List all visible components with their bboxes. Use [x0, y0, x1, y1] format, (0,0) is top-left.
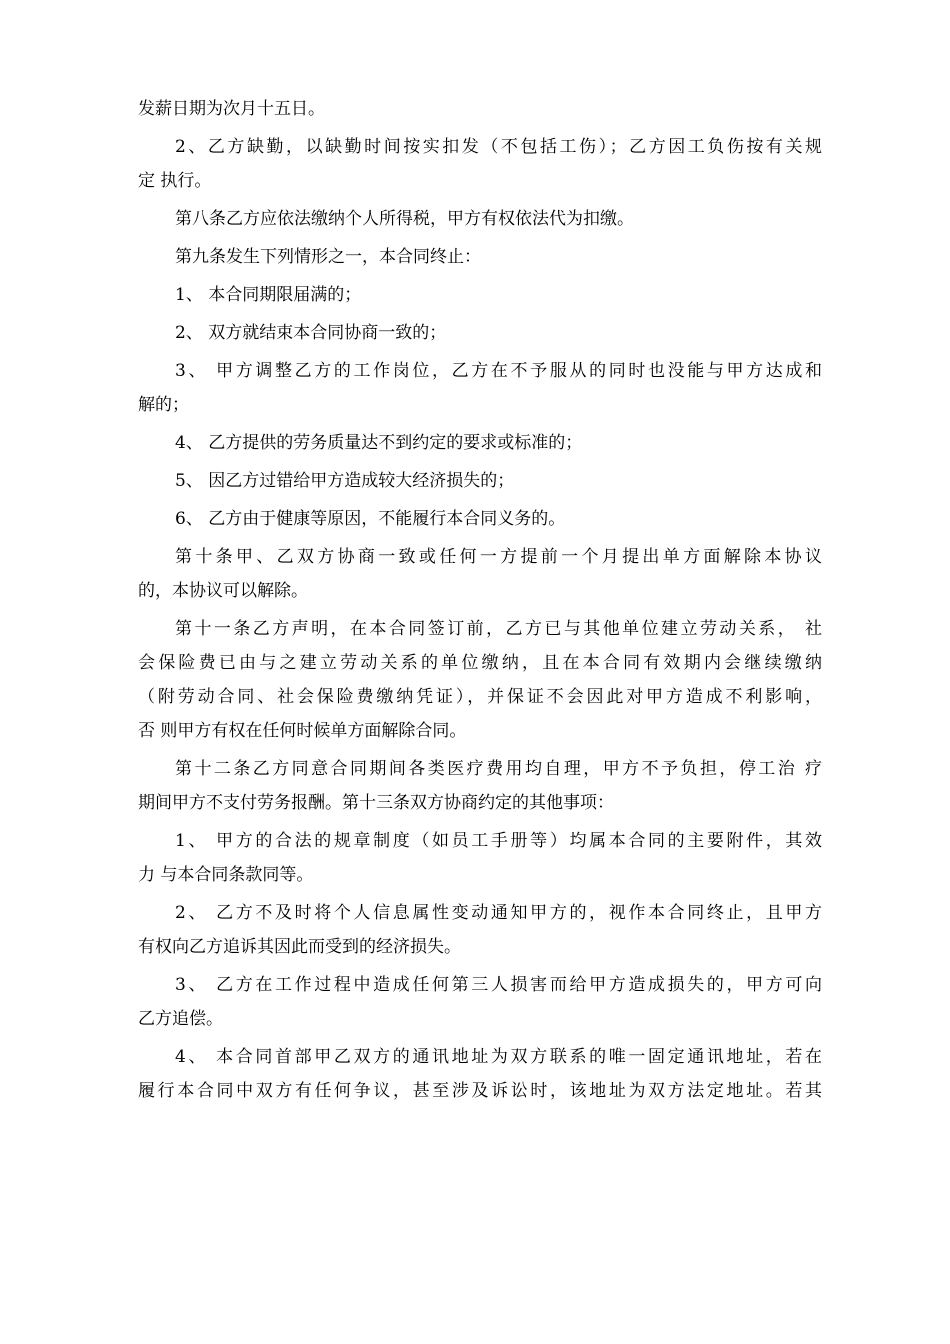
paragraph-line: 定 执行。 [138, 171, 212, 191]
list-item: 4、 本合同首部甲乙双方的通讯地址为双方联系的唯一固定通讯地址，若在 [175, 1047, 822, 1067]
paragraph-line: 的，本协议可以解除。 [138, 581, 308, 601]
list-item: 3、 乙方在工作过程中造成任何第三人损害而给甲方造成损失的，甲方可向 [175, 975, 822, 995]
paragraph-line: 发薪日期为次月十五日。 [138, 99, 325, 119]
paragraph-line: 第十条甲、乙双方协商一致或任何一方提前一个月提出单方面解除本协议 [175, 547, 822, 567]
paragraph-line: 会保险费已由与之建立劳动关系的单位缴纳，且在本合同有效期内会继续缴纳 [138, 653, 822, 673]
list-item: 2、 乙方不及时将个人信息属性变动通知甲方的，视作本合同终止，且甲方 [175, 903, 822, 923]
list-item: 2、 双方就结束本合同协商一致的； [175, 323, 447, 343]
list-item: 1、 甲方的合法的规章制度（如员工手册等）均属本合同的主要附件，其效 [175, 831, 822, 851]
paragraph-line: 否 则甲方有权在任何时候单方面解除合同。 [138, 721, 467, 741]
list-item: 乙方追偿。 [138, 1009, 223, 1029]
paragraph-line: 第九条发生下列情形之一，本合同终止： [175, 247, 481, 267]
paragraph-line: 第十二条乙方同意合同期间各类医疗费用均自理，甲方不予负担，停工治 疗 [175, 759, 822, 779]
paragraph-line: 期间甲方不支付劳务报酬。第十三条双方协商约定的其他事项： [138, 793, 614, 813]
paragraph-line: （附劳动合同、社会保险费缴纳凭证），并保证不会因此对甲方造成不利影响， [138, 687, 822, 707]
list-item: 6、 乙方由于健康等原因，不能履行本合同义务的。 [175, 509, 566, 529]
list-item: 3、 甲方调整乙方的工作岗位，乙方在不予服从的同时也没能与甲方达成和 [175, 361, 822, 381]
list-item: 解的； [138, 395, 189, 415]
list-item: 履行本合同中双方有任何争议，甚至涉及诉讼时，该地址为双方法定地址。若其 [138, 1081, 822, 1101]
list-item: 力 与本合同条款同等。 [138, 865, 314, 885]
paragraph-line: 2、乙方缺勤，以缺勤时间按实扣发（不包括工伤）；乙方因工负伤按有关规 [175, 137, 822, 157]
paragraph-line: 第十一条乙方声明，在本合同签订前，乙方已与其他单位建立劳动关系， 社 [175, 619, 822, 639]
list-item: 5、 因乙方过错给甲方造成较大经济损失的； [175, 471, 515, 491]
list-item: 有权向乙方追诉其因此而受到的经济损失。 [138, 937, 461, 957]
list-item: 1、 本合同期限届满的； [175, 285, 362, 305]
list-item: 4、 乙方提供的劳务质量达不到约定的要求或标准的； [175, 433, 583, 453]
document-page [138, 92, 822, 1108]
paragraph-line: 第八条乙方应依法缴纳个人所得税，甲方有权依法代为扣缴。 [175, 209, 634, 229]
